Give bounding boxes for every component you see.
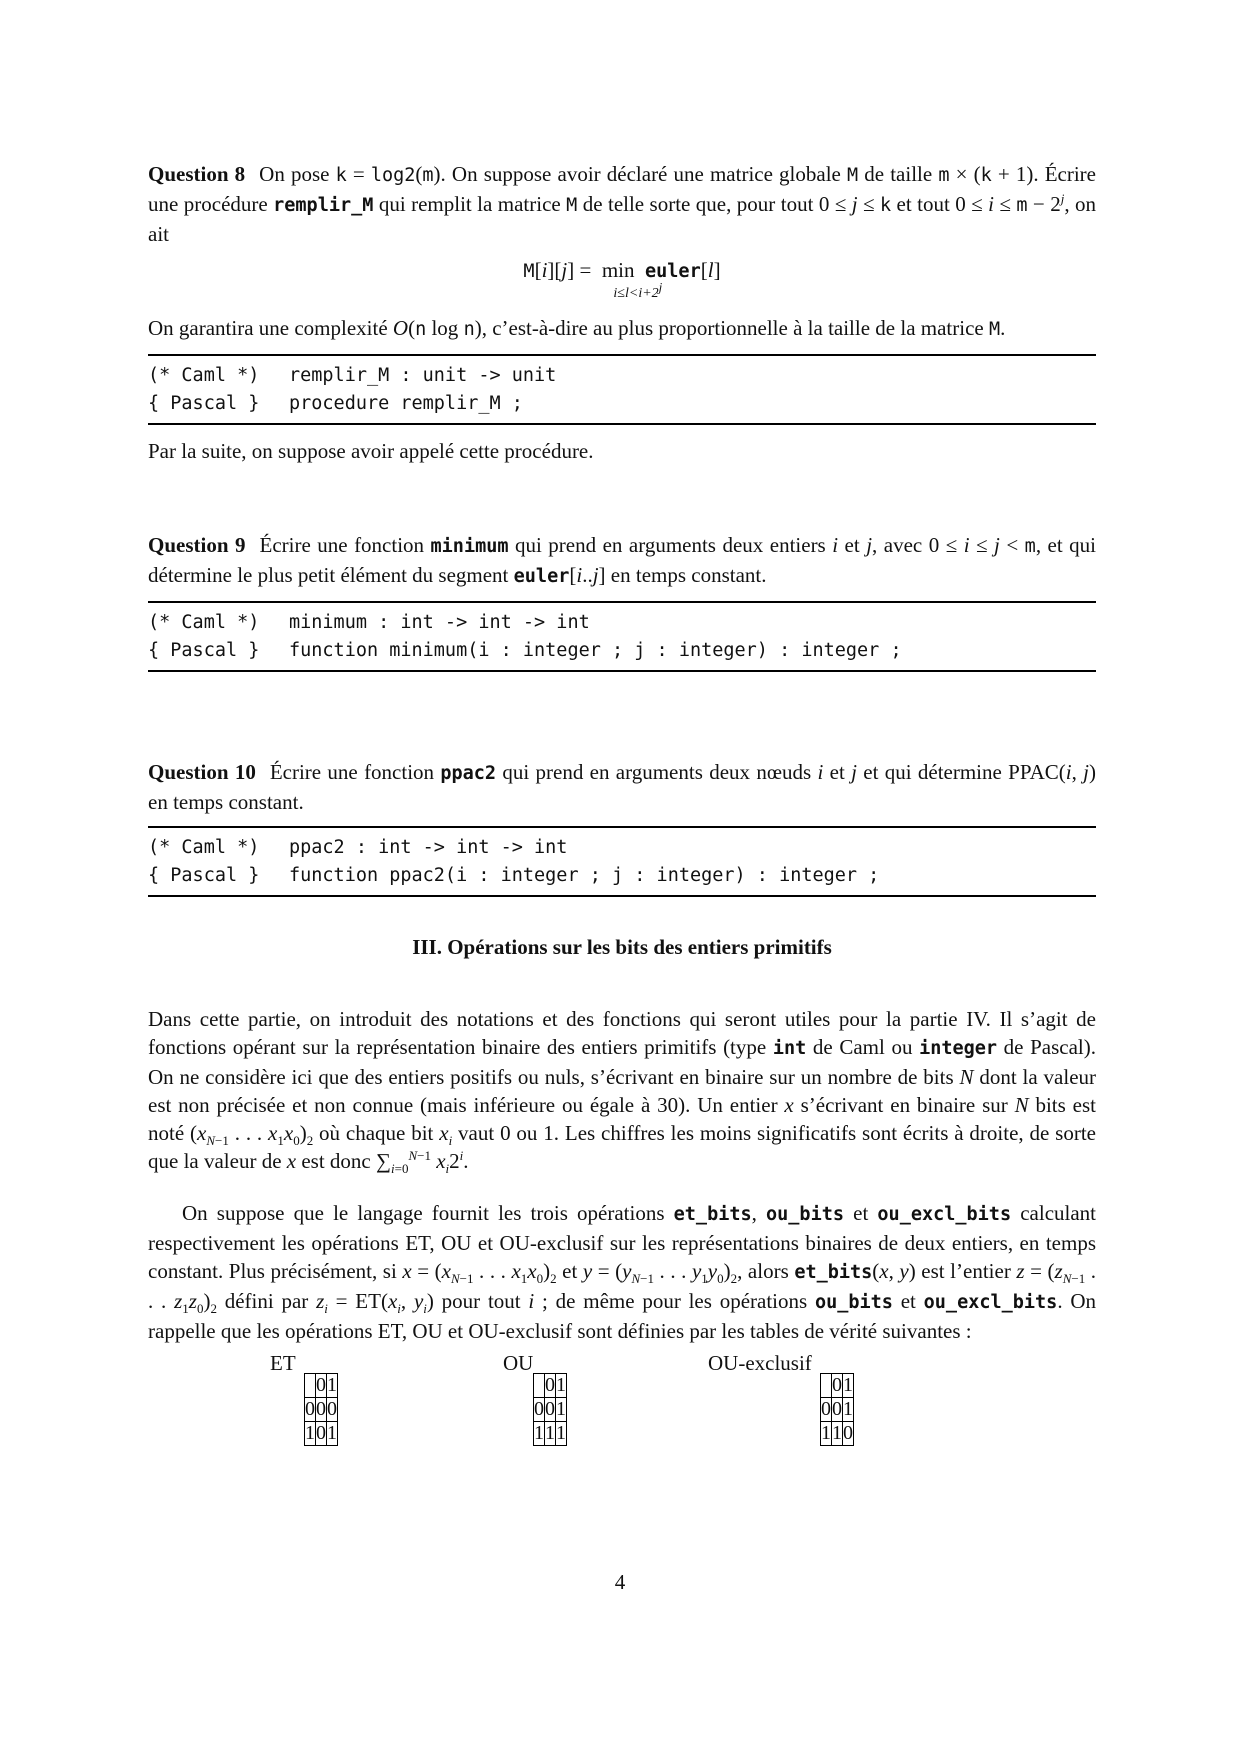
caml-signature: remplir_M : unit -> unit — [289, 365, 557, 386]
table-cell: 0 — [832, 1374, 842, 1396]
page-content — [148, 160, 1096, 1473]
table-cell: 0 — [534, 1398, 544, 1420]
table-cell: 0 — [843, 1422, 853, 1444]
table-cell: 0 — [316, 1398, 326, 1420]
pascal-signature: function ppac2(i : integer ; j : integer) : integer ; — [289, 865, 880, 886]
table-label: OU — [503, 1351, 534, 1375]
table-cell: 1 — [545, 1422, 555, 1444]
table-cell: 1 — [305, 1422, 315, 1444]
table-cell — [821, 1374, 832, 1398]
q8-complexity: On garantira une complexité O(n log n), c’est-à-dire au plus proportionnelle à la taille de la matrice M. — [148, 316, 1006, 340]
pascal-signature: function minimum(i : integer ; j : integer) : integer ; — [289, 640, 902, 661]
table-cell: 1 — [327, 1422, 337, 1444]
table-cell: 1 — [556, 1398, 566, 1420]
page-number: 4 — [614, 1570, 626, 1594]
table-cell: 1 — [556, 1422, 566, 1444]
table-cell — [534, 1374, 545, 1398]
table-cell: 1 — [843, 1374, 853, 1396]
table-cell: 1 — [327, 1374, 337, 1396]
q8-formula: M[i][j] = min euler[l] $i\le l<i+2^j$ — [148, 256, 1096, 300]
q8-statement: Question 8 On pose k = log2(m). On suppose avoir déclaré une matrice globale M de taille m × (k + 1). Écrire une procédure remplir_M qui remplit la matrice M de telle sorte que, pour tout 0 ≤ j ≤ k et tout $0 \le i \le m - 2^j$, on ait — [148, 162, 1097, 246]
caml-signature: ppac2 : int -> int -> int — [289, 837, 568, 858]
caml-label: (* Caml *) — [148, 612, 260, 633]
pascal-label: { Pascal } — [148, 640, 260, 661]
q8-after: Par la suite, on suppose avoir appelé cette procédure. — [148, 439, 594, 463]
pascal-label: { Pascal } — [148, 865, 260, 886]
table-cell: 1 — [534, 1422, 544, 1444]
q9-title: Question 9 — [148, 533, 246, 557]
table-cell: 1 — [821, 1422, 831, 1444]
table-cell: 1 — [832, 1422, 842, 1444]
table-cell: 0 — [821, 1398, 831, 1420]
q10-title: Question 10 — [148, 760, 256, 784]
table-cell: 1 — [556, 1374, 566, 1396]
table-cell: 1 — [843, 1398, 853, 1420]
pascal-signature: procedure remplir_M ; — [289, 393, 523, 414]
section3-intro: Dans cette partie, on introduit des notations et des fonctions qui seront utiles pour la partie IV. Il s’agit de fonctions opérant sur la représentation binaire des entiers primitifs (type int de Caml ou integer de Pascal). On ne considère ici que des entiers positifs ou nuls, s’écrivant en binaire sur un nombre de bits N dont la valeur est non précisée et non connue (mais inférieure ou égale à 30). Un entier x s’écrivant en binaire sur N bits est noté ($x_{N-1}$ . . . $x_1x_0)_2$ où chaque bit $x_i$ vaut 0 ou 1. Les chiffres les moins significatifs sont écrits à droite, de sorte que la valeur de x est donc $\sum_{i=0}^{N-1}$ $x_i2^i$. — [148, 1007, 1097, 1177]
q9-statement: Question 9 Écrire une fonction minimum qui prend en arguments deux entiers i et j, avec 0 ≤ i ≤ j < m, et qui détermine le plus petit élément du segment euler[i..j] en temps constant. — [148, 533, 1097, 587]
table-cell: 0 — [316, 1374, 326, 1396]
truth-tables — [148, 1353, 1096, 1473]
table-cell — [305, 1374, 316, 1398]
caml-label: (* Caml *) — [148, 837, 260, 858]
formula-subscript: $i\le l<i+2^j$ — [613, 279, 663, 301]
table-cell: 0 — [832, 1398, 842, 1420]
table-cell: 0 — [305, 1398, 315, 1420]
section3-ops: On suppose que le langage fournit les trois opérations et_bits, ou_bits et ou_excl_bits calculant respectivement les opérations ET, OU et OU-exclusif sur les représentations binaires de deux entiers, en temps constant. Plus précisément, si $x = (x_{N-1}$ . . . $x_1x_0)_2$ et $y = (y_{N-1}$ . . . $y_1y_0)_2$, alors et_bits(x, y) est l’entier $z = (z_{N-1}$ . . . $z_1z_0)_2$ défini par $z_i = ET(x_i$, $y_i$) pour tout i ; de même pour les opérations ou_bits et ou_excl_bits. On rappelle que les opérations ET, OU et OU-exclusif sont définies par les tables de vérité suivantes : — [148, 1201, 1097, 1343]
table-label: ET — [270, 1351, 296, 1375]
table-cell: 0 — [545, 1398, 555, 1420]
q10-statement: Question 10 Écrire une fonction ppac2 qui prend en arguments deux nœuds i et j et qui détermine PPAC(i, j) en temps constant. — [148, 760, 1096, 814]
q8-signature-box — [148, 354, 1096, 425]
q8-title: Question 8 — [148, 162, 246, 186]
q10-signature-box — [148, 826, 1096, 897]
caml-label: (* Caml *) — [148, 365, 260, 386]
pascal-label: { Pascal } — [148, 393, 260, 414]
table-cell: 0 — [327, 1398, 337, 1420]
table-label: OU-exclusif — [708, 1351, 812, 1375]
q9-signature-box — [148, 601, 1096, 672]
table-cell: 0 — [316, 1422, 326, 1444]
table-cell: 0 — [545, 1374, 555, 1396]
section-heading: III. Opérations sur les bits des entiers primitifs — [412, 935, 832, 959]
caml-signature: minimum : int -> int -> int — [289, 612, 590, 633]
